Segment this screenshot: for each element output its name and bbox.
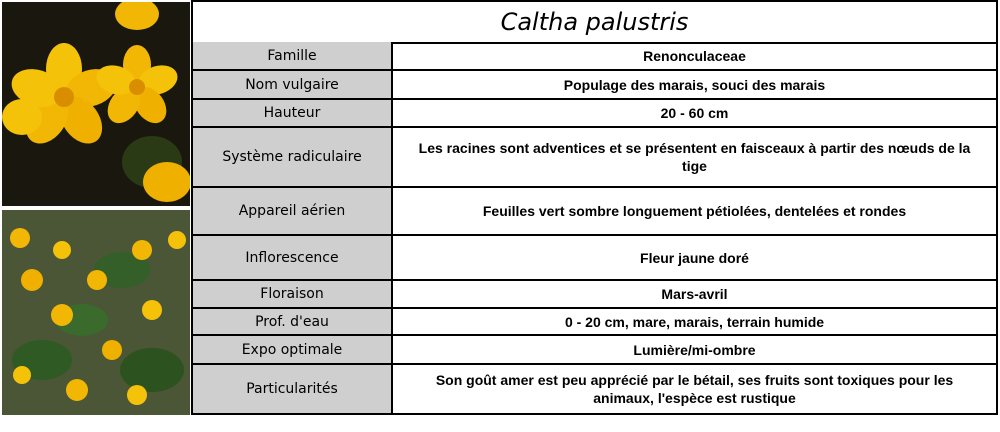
table-row (193, 71, 996, 100)
flower-closeup-photo (2, 2, 190, 206)
row-label: Floraison (193, 281, 393, 307)
row-value: Mars-avril (661, 286, 728, 302)
table-row (193, 365, 996, 413)
row-label: Système radiculaire (193, 128, 393, 186)
row-label: Expo optimale (193, 336, 393, 363)
table-row (193, 188, 996, 236)
table-row (193, 281, 996, 309)
row-value: Fleur jaune doré (640, 249, 749, 266)
row-label: Nom vulgaire (193, 71, 393, 98)
row-value: Feuilles vert sombre longuement pétiolées, dentelées et rondes (482, 203, 907, 219)
species-title: Caltha palustris (193, 2, 996, 44)
row-value: Lumière/mi-ombre (633, 341, 756, 358)
table-row (193, 100, 996, 128)
row-value: Son goût amer est peu apprécié par le bétail, ses fruits sont toxiques pour les animaux, l'espèce est rustique (435, 372, 954, 406)
table-row (193, 236, 996, 281)
row-value: 20 - 60 cm (660, 105, 729, 121)
plant-info-table (191, 0, 998, 415)
row-label: Hauteur (193, 100, 393, 126)
plant-habitat-photo (2, 210, 190, 415)
row-value: 0 - 20 cm, mare, marais, terrain humide (564, 313, 825, 330)
row-label: Prof. d'eau (193, 309, 393, 334)
row-label: Famille (193, 42, 393, 69)
row-label: Appareil aérien (193, 188, 393, 234)
table-row (193, 42, 996, 71)
table-row (193, 128, 996, 188)
row-label: Particularités (193, 365, 393, 413)
table-row (193, 309, 996, 336)
table-row (193, 336, 996, 365)
row-label: Inflorescence (193, 236, 393, 279)
row-value: Renonculaceae (643, 47, 746, 64)
row-value: Populage des marais, souci des marais (563, 76, 826, 93)
row-value: Les racines sont adventices et se présentent en faisceaux à partir des nœuds de la tige (418, 140, 971, 174)
